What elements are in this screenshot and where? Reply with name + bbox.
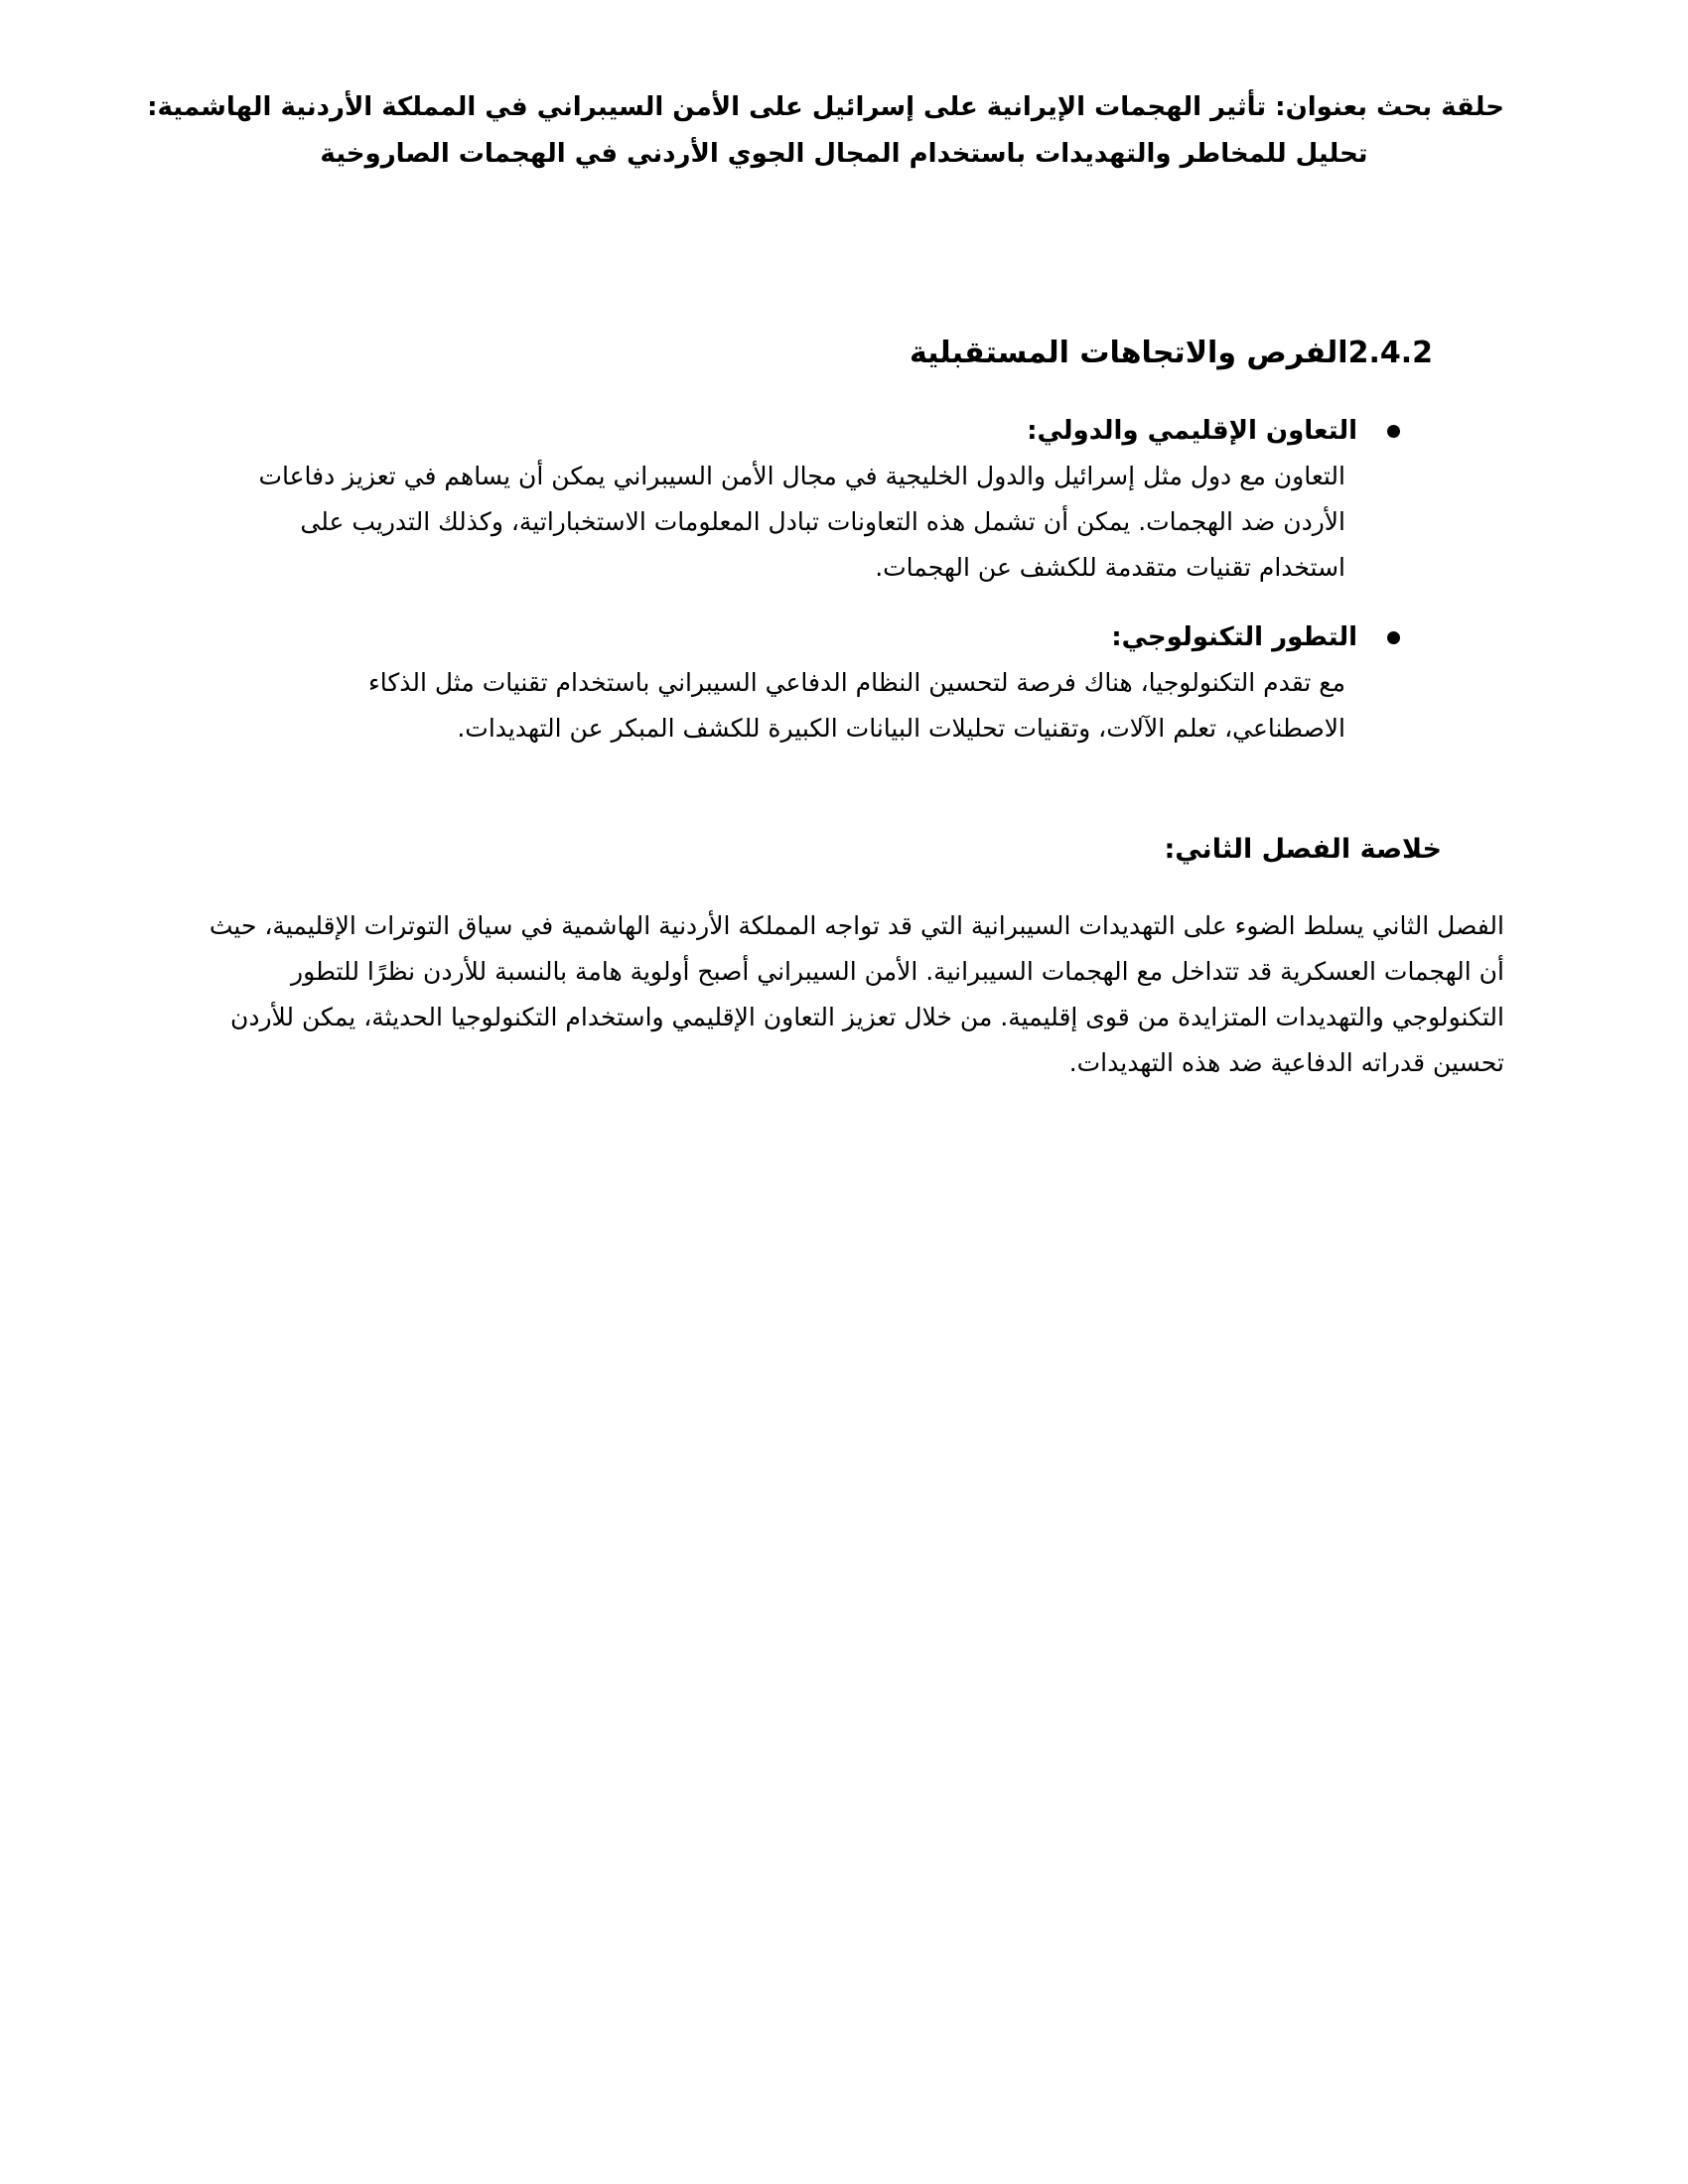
bullet-label: التطور التكنولوجي: <box>1111 622 1357 652</box>
section-number: 2.4.2 <box>1347 336 1433 370</box>
bullet-icon <box>1387 631 1400 644</box>
bullet-head <box>184 614 1400 660</box>
bullet-icon <box>1387 425 1400 438</box>
summary-heading: خلاصة الفصل الثاني: <box>1164 834 1442 865</box>
bullet-item-regional-cooperation <box>184 408 1400 591</box>
bullet-list <box>184 408 1504 751</box>
section-title: الفرص والاتجاهات المستقبلية <box>909 336 1348 370</box>
bullet-label: التعاون الإقليمي والدولي: <box>1027 416 1357 446</box>
bullet-paragraph: التعاون مع دول مثل إسرائيل والدول الخليجية في مجال الأمن السيبراني يمكن أن يساهم في تعزيز دفاعات الأردن ضد الهجمات. يمكن أن تشمل هذه التعاونات تبادل المعلومات الاستخباراتية، وكذلك التدريب على استخدام تقنيات متقدمة للكشف عن الهجمات. <box>258 462 1345 582</box>
bullet-paragraph: مع تقدم التكنولوجيا، هناك فرصة لتحسين النظام الدفاعي السيبراني باستخدام تقنيات مثل الذكاء الاصطناعي، تعلم الآلات، وتقنيات تحليلات البيانات الكبيرة للكشف المبكر عن التهديدات. <box>368 668 1345 743</box>
document-title <box>147 84 1504 178</box>
title-line-1: حلقة بحث بعنوان: تأثير الهجمات الإيرانية على إسرائيل على الأمن السيبراني في المملكة الأردنية الهاشمية: <box>147 92 1504 122</box>
summary-paragraph: الفصل الثاني يسلط الضوء على التهديدات السيبرانية التي قد تواجه المملكة الأردنية الهاشمية في سياق التوترات الإقليمية، حيث أن الهجمات العسكرية قد تتداخل مع الهجمات السيبرانية. الأمن السيبراني أصبح أولوية هامة بالنسبة للأردن نظرًا للتطور التكنولوجي والتهديدات المتزايدة من قوى إقليمية. من خلال تعزيز التعاون الإقليمي واستخدام التكنولوجيا الحديثة، يمكن للأردن تحسين قدراته الدفاعية ضد هذه التهديدات. <box>209 911 1504 1077</box>
bullet-head <box>184 408 1400 454</box>
bullet-item-technological-development <box>184 614 1400 751</box>
section-heading <box>184 329 1433 378</box>
title-line-2: تحليل للمخاطر والتهديدات باستخدام المجال الجوي الأردني في الهجمات الصاروخية <box>320 139 1368 169</box>
